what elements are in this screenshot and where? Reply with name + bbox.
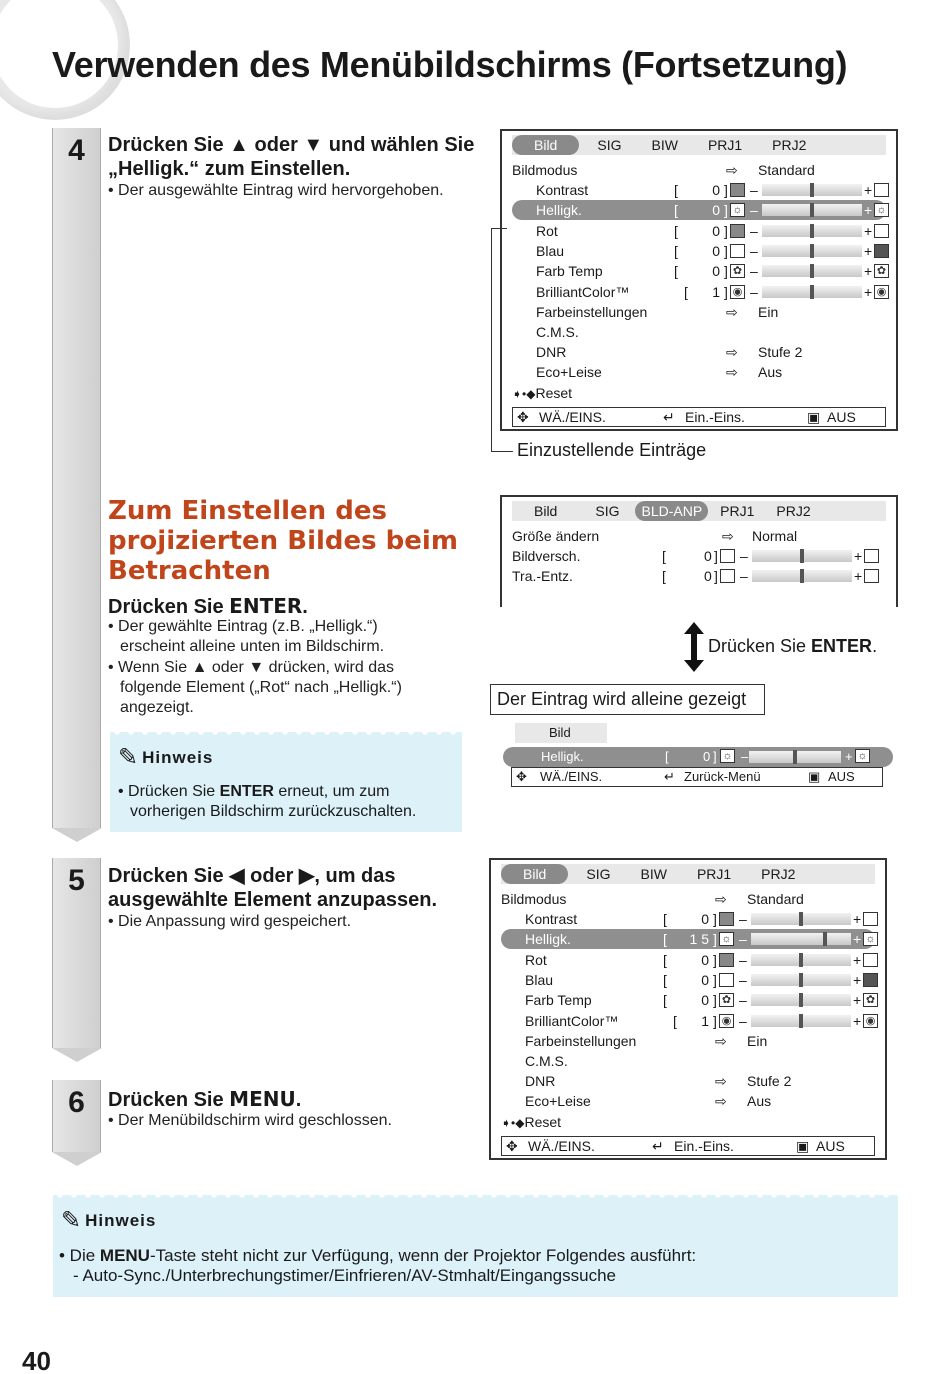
menu-1-bildmodus-row[interactable] bbox=[512, 160, 886, 180]
menu-3-dnr-label: DNR bbox=[525, 1073, 556, 1089]
page-number: 40 bbox=[22, 1346, 51, 1374]
menu-3-farbe-label: Farbeinstellungen bbox=[525, 1033, 637, 1049]
menu-2-tab-sig[interactable]: SIG bbox=[595, 503, 620, 519]
menu-1-slider[interactable] bbox=[762, 245, 862, 257]
brilliantcolor-icon: ◉ bbox=[730, 285, 745, 299]
menu-1-cms-row[interactable] bbox=[512, 322, 886, 342]
alone-label-text: Der Eintrag wird alleine gezeigt bbox=[497, 689, 747, 709]
shift-icon bbox=[720, 549, 735, 563]
menu-1-tab-biw[interactable]: BIW bbox=[651, 137, 678, 153]
menu-3-row-4[interactable] bbox=[501, 970, 875, 990]
menu-2-tab-prj1[interactable]: PRJ1 bbox=[720, 503, 755, 519]
brightness-icon: ☼ bbox=[863, 932, 878, 946]
step-5-bar bbox=[52, 858, 101, 1048]
plus-sign: + bbox=[864, 283, 873, 300]
menu-1-slider[interactable] bbox=[762, 286, 862, 298]
menu-3-slider[interactable] bbox=[751, 974, 851, 986]
section-bullet-2: • Wenn Sie ▲ oder ▼ drücken, wird das folgende Element („Rot“ nach „Helligk.“) angezeigt. bbox=[108, 659, 402, 716]
step-6-key: MENU bbox=[229, 1087, 296, 1111]
pencil-icon: ✎ bbox=[118, 744, 139, 771]
color-temp-icon: ✿ bbox=[863, 993, 878, 1007]
bracket-open: [ bbox=[674, 182, 678, 198]
step-4-heading: Drücken Sie ▲ oder ▼ und wählen Sie „Helligk.“ zum Einstellen. bbox=[108, 134, 475, 180]
menu-1-row-value: 0 bbox=[712, 242, 720, 259]
contrast-icon bbox=[719, 912, 734, 926]
menu-3-row-value: 0 bbox=[701, 971, 709, 988]
hint-box-2-dots bbox=[53, 1191, 898, 1199]
menu-3-row-6[interactable] bbox=[501, 1011, 875, 1031]
mini-menu-footer bbox=[511, 767, 883, 787]
mini-menu-bracket: [ bbox=[665, 749, 669, 764]
bracket-close: ] bbox=[713, 971, 717, 988]
bracket-open: [ bbox=[674, 263, 678, 280]
red-icon bbox=[863, 953, 878, 967]
menu-1-row-1[interactable] bbox=[512, 180, 886, 200]
color-temp-icon: ✿ bbox=[730, 264, 745, 278]
menu-3-farbe-value: Ein bbox=[747, 1033, 768, 1049]
menu-1-eco-value: Aus bbox=[758, 364, 783, 380]
step-6-heading bbox=[108, 1087, 478, 1112]
menu-1-foot-exit: AUS bbox=[827, 409, 856, 425]
step-5-number: 5 bbox=[68, 864, 85, 897]
menu-1-farbe-row[interactable] bbox=[512, 302, 886, 322]
blue-icon bbox=[863, 973, 878, 987]
menu-1-row-value: 0 bbox=[712, 263, 720, 280]
sun-icon: ☼ bbox=[855, 749, 870, 763]
menu-button-icon: ▣ bbox=[808, 769, 821, 784]
menu-2-row-label: Tra.-Entz. bbox=[512, 568, 573, 584]
minus-sign: – bbox=[750, 283, 758, 300]
menu-1-row-label: BrilliantColor™ bbox=[536, 283, 630, 300]
menu-3-footer bbox=[501, 1136, 875, 1156]
menu-2-row-2[interactable] bbox=[512, 566, 886, 586]
menu-1-slider[interactable] bbox=[762, 184, 862, 196]
hint-box-1 bbox=[110, 732, 462, 832]
move-icon: ✥ bbox=[517, 409, 529, 425]
plus-sign: + bbox=[864, 263, 873, 280]
menu-button-icon: ▣ bbox=[796, 1138, 810, 1154]
step-6-bar bbox=[52, 1080, 101, 1152]
step-6-number: 6 bbox=[68, 1086, 85, 1119]
menu-2-slider[interactable] bbox=[752, 570, 852, 582]
menu-1-row-2[interactable] bbox=[512, 200, 886, 220]
arrow-right-icon: ⇨ bbox=[726, 364, 738, 380]
bracket-open: [ bbox=[673, 1012, 677, 1029]
pencil-icon: ✎ bbox=[61, 1207, 82, 1234]
bracket-open: [ bbox=[663, 971, 667, 988]
menu-1-row-label: Kontrast bbox=[536, 182, 589, 198]
bracket-close: ] bbox=[713, 931, 717, 948]
hint-2-key: MENU bbox=[99, 1246, 150, 1265]
menu-3-row-value: 1 5 bbox=[689, 931, 709, 948]
minus-sign: – bbox=[750, 222, 758, 239]
press-enter-key: ENTER bbox=[229, 594, 303, 618]
menu-1-row-3[interactable] bbox=[512, 221, 886, 241]
menu-1-slider[interactable] bbox=[762, 265, 862, 277]
hint-2-label: Hinweis bbox=[85, 1211, 157, 1230]
arrow-right-icon: ⇨ bbox=[722, 528, 734, 544]
minus-sign: – bbox=[750, 202, 758, 219]
callout-bracket-bottom bbox=[491, 451, 513, 452]
sun-icon: ☼ bbox=[720, 749, 735, 763]
hint-box-1-dots bbox=[110, 728, 462, 736]
plus-sign: + bbox=[853, 1012, 862, 1029]
menu-2-tab-prj2[interactable]: PRJ2 bbox=[776, 503, 811, 519]
color-temp-icon: ✿ bbox=[719, 993, 734, 1007]
bracket-close: ] bbox=[713, 951, 717, 968]
menu-3-slider[interactable] bbox=[751, 933, 851, 945]
menu-2-row-label: Bildversch. bbox=[512, 548, 581, 564]
menu-3-row-value: 0 bbox=[701, 992, 709, 1009]
contrast-icon bbox=[863, 912, 878, 926]
hint-2-text bbox=[59, 1246, 696, 1266]
contrast-icon bbox=[730, 183, 745, 197]
minus-sign: – bbox=[741, 749, 749, 764]
bracket-close: ] bbox=[724, 202, 728, 219]
menu-1-row-4[interactable] bbox=[512, 241, 886, 261]
enter-icon: ↵ bbox=[664, 769, 675, 784]
menu-3-foot-select: WÄ./EINS. bbox=[528, 1138, 595, 1154]
menu-1-bildmodus-value: Standard bbox=[758, 162, 815, 178]
arrow-right-icon: ⇨ bbox=[726, 162, 738, 178]
step-6-bullet: • Der Menübildschirm wird geschlossen. bbox=[108, 1112, 392, 1129]
arrow-right-icon: ⇨ bbox=[726, 304, 738, 320]
minus-sign: – bbox=[739, 951, 747, 968]
bracket-close: ] bbox=[713, 911, 717, 927]
menu-3-row-1[interactable] bbox=[501, 909, 875, 929]
plus-sign: + bbox=[853, 951, 862, 968]
bracket-close: ] bbox=[714, 548, 718, 564]
menu-1-row-5[interactable] bbox=[512, 261, 886, 281]
bracket-close: ] bbox=[724, 283, 728, 300]
minus-sign: – bbox=[740, 568, 748, 584]
plus-sign: + bbox=[864, 182, 873, 198]
step-4-number: 4 bbox=[68, 134, 85, 167]
step-4-bullet: • Der ausgewählte Eintrag wird hervorgehoben. bbox=[108, 182, 444, 199]
menu-3-tab-biw[interactable]: BIW bbox=[640, 866, 667, 882]
mini-menu-row[interactable] bbox=[503, 747, 893, 767]
mini-menu bbox=[503, 721, 895, 789]
arrow-right-icon: ⇨ bbox=[715, 891, 727, 907]
menu-1-row-6[interactable] bbox=[512, 282, 886, 302]
bracket-open: [ bbox=[663, 911, 667, 927]
bracket-close: ] bbox=[724, 263, 728, 280]
bracket-open: [ bbox=[684, 283, 688, 300]
menu-2-resize-row[interactable] bbox=[512, 526, 886, 546]
menu-2-resize-value: Normal bbox=[752, 528, 798, 544]
hint-2-post: -Taste steht nicht zur Verfügung, wenn der Projektor Folgendes ausführt: bbox=[149, 1246, 697, 1265]
mini-menu-row-value: 0 bbox=[703, 749, 711, 764]
menu-2-tab-bild[interactable]: Bild bbox=[534, 503, 558, 519]
menu-1-dnr-label: DNR bbox=[536, 344, 567, 360]
move-icon: ✥ bbox=[506, 1138, 518, 1154]
double-arrow-icon bbox=[684, 622, 704, 672]
bracket-close: ] bbox=[713, 992, 717, 1009]
menu-1-cms-label: C.M.S. bbox=[536, 324, 579, 340]
reset-icon: ➧•◆ bbox=[501, 1116, 525, 1130]
shift-icon bbox=[864, 549, 879, 563]
enter-icon: ↵ bbox=[663, 409, 675, 425]
red-icon bbox=[874, 224, 889, 238]
menu-1-row-label: Rot bbox=[536, 222, 558, 239]
menu-1-reset-label: Reset bbox=[535, 385, 573, 401]
menu-1-tab-prj1[interactable]: PRJ1 bbox=[707, 137, 743, 153]
minus-sign: – bbox=[750, 263, 758, 280]
menu-1-footer bbox=[512, 407, 886, 427]
hint-2-pre: • Die bbox=[59, 1246, 100, 1265]
menu-3-slider[interactable] bbox=[751, 1015, 851, 1027]
menu-1-foot-select: WÄ./EINS. bbox=[539, 409, 606, 425]
menu-3-cms-row[interactable] bbox=[501, 1051, 875, 1071]
menu-1-row-value: 0 bbox=[712, 222, 720, 239]
menu-1-bildmodus-label: Bildmodus bbox=[512, 162, 578, 178]
section-heading: Zum Einstellen des projizierten Bildes beim Betrachten bbox=[108, 496, 458, 586]
menu-3-cms-label: C.M.S. bbox=[525, 1053, 568, 1069]
red-icon bbox=[719, 953, 734, 967]
hint-2-line2: - Auto-Sync./Unterbrechungstimer/Einfrieren/AV-Stmhalt/Eingangssuche bbox=[73, 1266, 617, 1285]
menu-1-reset-row[interactable] bbox=[512, 383, 886, 403]
menu-button-icon: ▣ bbox=[807, 409, 821, 425]
brightness-icon: ☼ bbox=[730, 203, 745, 217]
minus-sign: – bbox=[739, 911, 747, 927]
hint-box-2 bbox=[53, 1195, 898, 1297]
keystone-icon bbox=[864, 569, 879, 583]
menu-3-row-label: Kontrast bbox=[525, 911, 578, 927]
menu-3-foot-enter: Ein.-Eins. bbox=[674, 1138, 734, 1154]
hint-1-key: ENTER bbox=[219, 783, 274, 800]
brightness-icon: ☼ bbox=[874, 203, 889, 217]
bracket-open: [ bbox=[674, 222, 678, 239]
menu-1-row-label: Farb Temp bbox=[536, 263, 603, 280]
mini-menu-row-label: Helligk. bbox=[541, 749, 584, 764]
callout-bracket-top bbox=[491, 228, 507, 229]
menu-3-eco-label: Eco+Leise bbox=[525, 1093, 591, 1109]
brightness-icon: ☼ bbox=[719, 932, 734, 946]
press-enter-caption-key: ENTER bbox=[811, 636, 873, 656]
menu-3-bildmodus-value: Standard bbox=[747, 891, 804, 907]
bracket-open: [ bbox=[674, 242, 678, 259]
menu-1-slider[interactable] bbox=[762, 225, 862, 237]
minus-sign: – bbox=[750, 182, 758, 198]
bracket-close: ] bbox=[713, 1012, 717, 1029]
plus-sign: + bbox=[864, 202, 873, 219]
page-title: Verwenden des Menübildschirms (Fortsetzung) bbox=[52, 44, 848, 85]
brilliantcolor-icon: ◉ bbox=[863, 1014, 878, 1028]
enter-icon: ↵ bbox=[652, 1138, 664, 1154]
keystone-icon bbox=[720, 569, 735, 583]
menu-3-eco-row[interactable] bbox=[501, 1091, 875, 1111]
minus-sign: – bbox=[740, 548, 748, 564]
menu-2-slider[interactable] bbox=[752, 550, 852, 562]
plus-sign: + bbox=[853, 911, 862, 927]
press-enter-caption-pre: Drücken Sie bbox=[708, 636, 812, 656]
menu-3-row-label: BrilliantColor™ bbox=[525, 1012, 619, 1029]
mini-menu-bracket-close: ] bbox=[713, 749, 717, 764]
menu-3-row-value: 0 bbox=[701, 951, 709, 968]
menu-3-tab-prj1[interactable]: PRJ1 bbox=[696, 866, 732, 882]
color-temp-icon: ✿ bbox=[874, 264, 889, 278]
alone-label-box bbox=[490, 684, 765, 715]
press-enter-prefix: Drücken Sie bbox=[108, 596, 230, 618]
menu-3-row-label: Farb Temp bbox=[525, 992, 592, 1009]
menu-1-row-label: Blau bbox=[536, 242, 565, 259]
press-enter-heading bbox=[108, 594, 478, 619]
menu-3-dnr-value: Stufe 2 bbox=[747, 1073, 792, 1089]
step-5-heading: Drücken Sie ◀ oder ▶, um das ausgewählte Element anzupassen. bbox=[108, 865, 437, 911]
menu-1-foot-enter: Ein.-Eins. bbox=[685, 409, 745, 425]
menu-2-resize-label: Größe ändern bbox=[512, 528, 600, 544]
mini-menu-tab[interactable]: Bild bbox=[515, 723, 607, 743]
plus-sign: + bbox=[864, 222, 873, 239]
menu-2-row-1[interactable] bbox=[512, 546, 886, 566]
move-icon: ✥ bbox=[516, 769, 527, 784]
hint-1-label: Hinweis bbox=[142, 748, 214, 767]
menu-3-reset-label: Reset bbox=[524, 1114, 562, 1130]
blue-icon bbox=[730, 244, 745, 258]
menu-3-tab-bild[interactable]: Bild bbox=[501, 864, 568, 884]
bracket-open: [ bbox=[662, 548, 666, 564]
menu-1-tab-bild[interactable]: Bild bbox=[512, 135, 579, 155]
plus-sign: + bbox=[853, 992, 862, 1009]
arrow-right-icon: ⇨ bbox=[715, 1093, 727, 1109]
plus-sign: + bbox=[854, 548, 863, 564]
menu-screen-2 bbox=[500, 495, 898, 607]
menu-3-tab-prj2[interactable]: PRJ2 bbox=[761, 866, 796, 882]
menu-3-slider[interactable] bbox=[751, 954, 851, 966]
arrow-right-icon: ⇨ bbox=[715, 1033, 727, 1049]
step-5-bullet: • Die Anpassung wird gespeichert. bbox=[108, 913, 352, 930]
callout-items-label: Einzustellende Einträge bbox=[517, 440, 707, 460]
minus-sign: – bbox=[739, 931, 747, 948]
menu-2-row-value: 0 bbox=[704, 568, 712, 584]
minus-sign: – bbox=[739, 992, 747, 1009]
mini-slider[interactable] bbox=[749, 751, 841, 763]
arrow-right-icon: ⇨ bbox=[715, 1073, 727, 1089]
section-bullet-1: • Der gewählte Eintrag (z.B. „Helligk.“) erscheint alleine unten im Bildschirm. bbox=[108, 618, 385, 655]
contrast-icon bbox=[874, 183, 889, 197]
plus-sign: + bbox=[864, 242, 873, 259]
menu-3-row-label: Rot bbox=[525, 951, 547, 968]
menu-3-row-5[interactable] bbox=[501, 990, 875, 1010]
plus-sign: + bbox=[845, 749, 853, 764]
menu-1-row-value: 1 bbox=[712, 283, 720, 300]
menu-3-dnr-row[interactable] bbox=[501, 1071, 875, 1091]
menu-2-tab-bld-anp[interactable]: BLD-ANP bbox=[635, 501, 708, 521]
bracket-open: [ bbox=[662, 568, 666, 584]
menu-screen-3 bbox=[489, 858, 887, 1160]
menu-1-dnr-row[interactable] bbox=[512, 342, 886, 362]
press-enter-suffix: . bbox=[302, 596, 308, 618]
minus-sign: – bbox=[739, 1012, 747, 1029]
menu-3-foot-exit: AUS bbox=[816, 1138, 845, 1154]
red-icon bbox=[730, 224, 745, 238]
plus-sign: + bbox=[853, 931, 862, 948]
brilliantcolor-icon: ◉ bbox=[874, 285, 889, 299]
menu-1-tabs bbox=[512, 135, 886, 155]
hint-1-pre: • Drücken Sie bbox=[118, 783, 220, 800]
blue-icon bbox=[874, 244, 889, 258]
menu-1-farbe-label: Farbeinstellungen bbox=[536, 304, 648, 320]
menu-3-tab-sig[interactable]: SIG bbox=[586, 866, 611, 882]
menu-1-dnr-value: Stufe 2 bbox=[758, 344, 803, 360]
reset-icon: ➧•◆ bbox=[512, 387, 536, 401]
menu-1-row-value: 0 bbox=[712, 182, 720, 198]
menu-2-tabs bbox=[512, 501, 886, 521]
menu-3-tabs bbox=[501, 864, 875, 884]
step-6-prefix: Drücken Sie bbox=[108, 1089, 230, 1111]
menu-3-row-value: 0 bbox=[701, 911, 709, 927]
press-enter-caption-post: . bbox=[872, 636, 878, 656]
press-enter-caption bbox=[708, 636, 877, 657]
callout-bracket-vertical bbox=[491, 228, 492, 452]
menu-1-eco-label: Eco+Leise bbox=[536, 364, 602, 380]
hint-1-post: erneut, um zum vorherigen Bildschirm zurückzuschalten. bbox=[130, 783, 417, 820]
bracket-close: ] bbox=[724, 182, 728, 198]
mini-foot-select: WÄ./EINS. bbox=[540, 769, 603, 784]
menu-3-eco-value: Aus bbox=[747, 1093, 772, 1109]
step-6-suffix: . bbox=[295, 1089, 302, 1111]
menu-3-slider[interactable] bbox=[751, 913, 851, 925]
bracket-close: ] bbox=[724, 222, 728, 239]
menu-3-bildmodus-row[interactable] bbox=[501, 889, 875, 909]
menu-1-slider[interactable] bbox=[762, 204, 862, 216]
hint-1-title bbox=[118, 746, 213, 770]
menu-3-row-2[interactable] bbox=[501, 929, 875, 949]
menu-1-row-label: Helligk. bbox=[536, 202, 582, 219]
bracket-open: [ bbox=[663, 951, 667, 968]
bracket-open: [ bbox=[663, 992, 667, 1009]
minus-sign: – bbox=[750, 242, 758, 259]
step-4-bar bbox=[52, 128, 101, 828]
menu-3-slider[interactable] bbox=[751, 994, 851, 1006]
plus-sign: + bbox=[854, 568, 863, 584]
bracket-close: ] bbox=[724, 242, 728, 259]
plus-sign: + bbox=[853, 971, 862, 988]
menu-3-row-label: Blau bbox=[525, 971, 554, 988]
bracket-open: [ bbox=[674, 202, 678, 219]
menu-3-row-3[interactable] bbox=[501, 950, 875, 970]
blue-icon bbox=[719, 973, 734, 987]
mini-foot-back: Zurück-Menü bbox=[684, 769, 761, 784]
brilliantcolor-icon: ◉ bbox=[719, 1014, 734, 1028]
bracket-open: [ bbox=[663, 931, 667, 948]
menu-3-reset-row[interactable] bbox=[501, 1112, 875, 1132]
menu-screen-1 bbox=[500, 129, 898, 431]
menu-3-bildmodus-label: Bildmodus bbox=[501, 891, 567, 907]
menu-2-row-value: 0 bbox=[704, 548, 712, 564]
arrow-right-icon: ⇨ bbox=[726, 344, 738, 360]
hint-1-text bbox=[118, 782, 454, 822]
menu-3-farbe-row[interactable] bbox=[501, 1031, 875, 1051]
menu-3-row-label: Helligk. bbox=[525, 931, 571, 948]
hint-2-title bbox=[61, 1209, 156, 1233]
minus-sign: – bbox=[739, 971, 747, 988]
bracket-close: ] bbox=[714, 568, 718, 584]
menu-1-eco-row[interactable] bbox=[512, 362, 886, 382]
menu-1-row-value: 0 bbox=[712, 202, 720, 219]
menu-3-row-value: 1 bbox=[701, 1012, 709, 1029]
menu-1-farbe-value: Ein bbox=[758, 304, 779, 320]
mini-foot-exit: AUS bbox=[828, 769, 855, 784]
menu-1-tab-prj2[interactable]: PRJ2 bbox=[772, 137, 807, 153]
menu-1-tab-sig[interactable]: SIG bbox=[597, 137, 622, 153]
